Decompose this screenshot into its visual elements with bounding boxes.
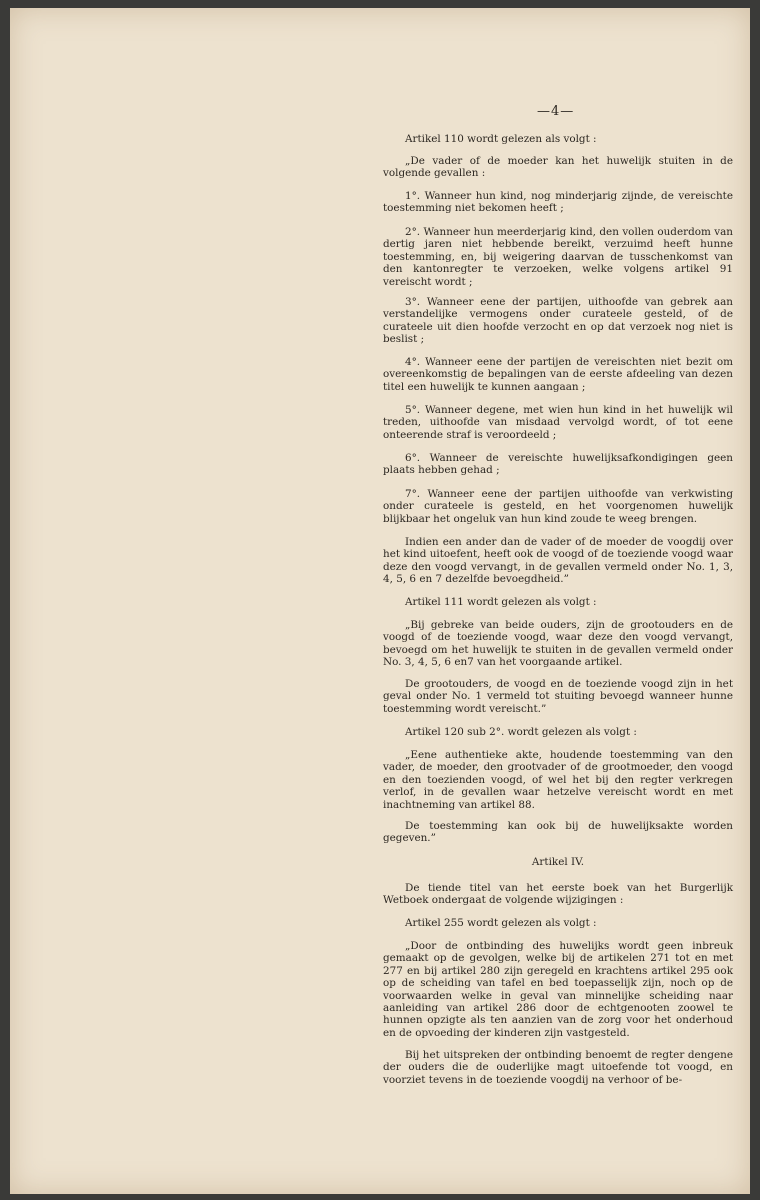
paragraph-item-5: 5°. Wanneer degene, met wien hun kind in het huwelijk wil treden, uithoofde van misdaad vervolgd wordt, of tot eene onteerende straf is veroordeeld ;: [383, 404, 733, 441]
paragraph-grandparents: De grootouders, de voogd en de toeziende voogd zijn in het geval onder No. 1 vermeld tot stuiting bevoegd wanneer hunne toestemming wordt vereischt.”: [383, 678, 733, 715]
paragraph-article-111-text: „Bij gebreke van beide ouders, zijn de grootouders en de voogd of de toeziende voogd, waar deze den voogd vervangt, bevoegd om het huwelijk te stuiten in de gevallen vermeld onder No. 3, 4, 5, 6 en7 van het voorgaande artikel.: [383, 619, 733, 669]
paragraph-article-110-heading: Artikel 110 wordt gelezen als volgt :: [405, 133, 597, 145]
paragraph-item-7: 7°. Wanneer eene der partijen uithoofde van verkwisting onder curateele is gesteld, en het voorgenomen huwelijk blijkbaar het ongeluk van hun kind zoude te weeg brengen.: [383, 488, 733, 525]
paragraph-article-120-text: „Eene authentieke akte, houdende toestemming van den vader, de moeder, den grootvader of de grootmoeder, den voogd en den toezienden voogd, of wel het bij den regter verkregen verlof, in de gevallen waar hetzelve vereischt wordt en met inachtneming van artikel 88.: [383, 749, 733, 811]
paragraph-article-120-heading: Artikel 120 sub 2°. wordt gelezen als volgt :: [405, 726, 637, 738]
paragraph-item-1: 1°. Wanneer hun kind, nog minderjarig zijnde, de vereischte toestemming niet bekomen heeft ;: [383, 190, 733, 215]
paragraph-consent: De toestemming kan ook bij de huwelijksakte worden gegeven.”: [383, 820, 733, 845]
article-iv-heading: Artikel IV.: [531, 856, 585, 868]
paragraph-article-111-heading: Artikel 111 wordt gelezen als volgt :: [405, 596, 597, 608]
paragraph-item-4: 4°. Wanneer eene der partijen de vereischten niet bezit om overeenkomstig de bepalingen van de eerste afdeeling van dezen titel een huwelijk te kunnen aangaan ;: [383, 356, 733, 393]
paragraph-title-ten: De tiende titel van het eerste boek van het Burgerlijk Wetboek ondergaat de volgende wijzigingen :: [383, 882, 733, 907]
document-page: [10, 8, 750, 1194]
paragraph-dissolution: Bij het uitspreken der ontbinding benoemt de regter dengene der ouders die de ouderlijke magt uitoefende tot voogd, en voorziet tevens in de toeziende voogdij na verhoor of be-: [383, 1049, 733, 1086]
paragraph-intro: „De vader of de moeder kan het huwelijk stuiten in de volgende gevallen :: [383, 155, 733, 180]
paragraph-item-3: 3°. Wanneer eene der partijen, uithoofde van gebrek aan verstandelijke vermogens onder curateele gesteld, of de curateele uit dien hoofde verzocht en op dat verzoek nog niet is beslist ;: [383, 296, 733, 346]
paragraph-article-255-heading: Artikel 255 wordt gelezen als volgt :: [405, 917, 597, 929]
paragraph-guardian: Indien een ander dan de vader of de moeder de voogdij over het kind uitoefent, heeft ook de voogd of de toeziende voogd waar deze den voogd vervangt, in de gevallen vermeld onder No. 1, 3, 4, 5, 6 en 7 dezelfde bevoegdheid.”: [383, 536, 733, 586]
paragraph-item-2: 2°. Wanneer hun meerderjarig kind, den vollen ouderdom van dertig jaren niet hebbende bereikt, verzuimd heeft hunne toestemming, en, bij weigering daarvan de tusschenkomst van den kantonregter te verzoeken, welke volgens artikel 91 vereischt wordt ;: [383, 226, 733, 288]
paragraph-item-6: 6°. Wanneer de vereischte huwelijksafkondigingen geen plaats hebben gehad ;: [383, 452, 733, 477]
page-number: —4—: [537, 104, 575, 119]
paragraph-article-255-text: „Door de ontbinding des huwelijks wordt geen inbreuk gemaakt op de gevolgen, welke bij de artikelen 271 tot en met 277 en bij artikel 280 zijn geregeld en krachtens artikel 295 ook op de scheiding van tafel en bed toepasselijk zijn, noch op de voorwaarden welke in geval van minnelijke scheiding naar aanleiding van artikel 286 door de echtgenooten zoowel te hunnen opzigte als ten aanzien van de zorg voor het onderhoud en de opvoeding der kinderen zijn vastgesteld.: [383, 940, 733, 1039]
